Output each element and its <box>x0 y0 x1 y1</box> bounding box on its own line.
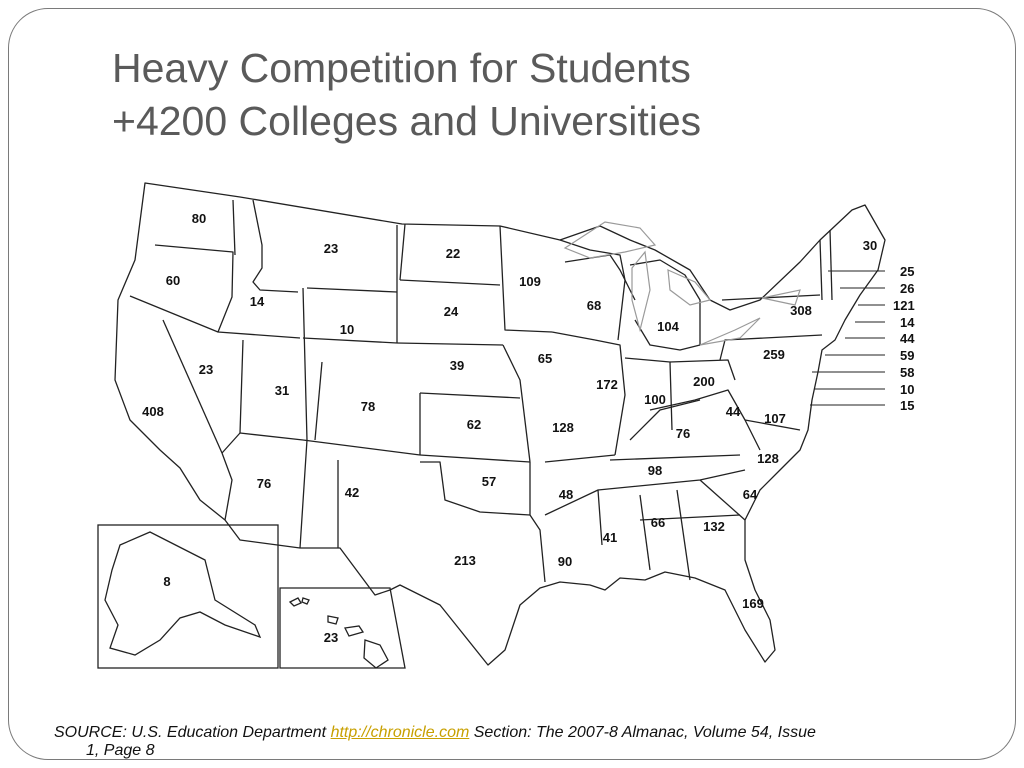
label-OK: 57 <box>481 474 497 489</box>
source-prefix: SOURCE: U.S. Education Department <box>54 724 331 741</box>
label-AK: 8 <box>163 574 171 589</box>
label-LA: 90 <box>557 554 573 569</box>
callout-CT: 44 <box>900 331 915 346</box>
callout-NJ: 59 <box>900 348 915 363</box>
source-link[interactable]: http://chronicle.com <box>330 724 470 741</box>
label-IA: 65 <box>537 351 553 366</box>
callout-MA: 121 <box>893 298 915 313</box>
label-IN: 100 <box>644 392 666 407</box>
label-VA: 107 <box>764 411 786 426</box>
label-NY: 308 <box>790 303 812 318</box>
label-FL: 169 <box>742 596 764 611</box>
label-NM: 42 <box>344 485 360 500</box>
label-MI: 104 <box>657 319 679 334</box>
source-citation <box>54 724 1014 760</box>
label-CO: 78 <box>360 399 376 414</box>
label-MN: 109 <box>519 274 541 289</box>
source-suffix: Section: The 2007-8 Almanac, Volume 54, Issue <box>469 724 816 741</box>
label-WY: 10 <box>339 322 355 337</box>
callout-DE: 10 <box>900 382 915 397</box>
callout-NH: 25 <box>900 264 915 279</box>
label-KS: 62 <box>466 417 482 432</box>
label-IL: 172 <box>596 377 618 392</box>
label-GA: 132 <box>703 519 725 534</box>
hawaii-inset <box>280 588 405 668</box>
label-AZ: 76 <box>256 476 272 491</box>
label-MS: 41 <box>602 530 618 545</box>
source-line-1 <box>54 724 1014 742</box>
label-SC: 64 <box>742 487 758 502</box>
label-OR: 60 <box>165 273 181 288</box>
label-ME: 30 <box>862 238 878 253</box>
label-SD: 24 <box>443 304 459 319</box>
label-TN: 98 <box>647 463 663 478</box>
title-line-2: +4200 Colleges and Universities <box>112 98 702 144</box>
callout-DC: 15 <box>900 398 915 413</box>
label-OH: 200 <box>693 374 715 389</box>
label-NC: 128 <box>757 451 779 466</box>
label-KY: 76 <box>675 426 691 441</box>
title-line-1: Heavy Competition for Students <box>112 45 691 91</box>
callout-RI: 14 <box>900 315 915 330</box>
label-ND: 22 <box>445 246 461 261</box>
label-MO: 128 <box>552 420 574 435</box>
label-AL: 66 <box>650 515 666 530</box>
label-CA: 408 <box>142 404 164 419</box>
label-WV: 44 <box>725 404 741 419</box>
state-labels <box>142 211 877 645</box>
label-PA: 259 <box>763 347 785 362</box>
alaska-inset <box>98 525 278 668</box>
callout-VT: 26 <box>900 281 915 296</box>
label-AR: 48 <box>558 487 574 502</box>
label-NV: 23 <box>198 362 214 377</box>
label-NE: 39 <box>449 358 465 373</box>
label-WI: 68 <box>586 298 602 313</box>
label-HI: 23 <box>323 630 339 645</box>
label-MT: 23 <box>323 241 339 256</box>
label-WA: 80 <box>191 211 207 226</box>
label-ID: 14 <box>249 294 265 309</box>
label-TX: 213 <box>454 553 476 568</box>
source-line-2: 1, Page 8 <box>86 742 155 759</box>
label-UT: 31 <box>274 383 290 398</box>
callout-MD: 58 <box>900 365 915 380</box>
callout-labels <box>893 264 915 413</box>
